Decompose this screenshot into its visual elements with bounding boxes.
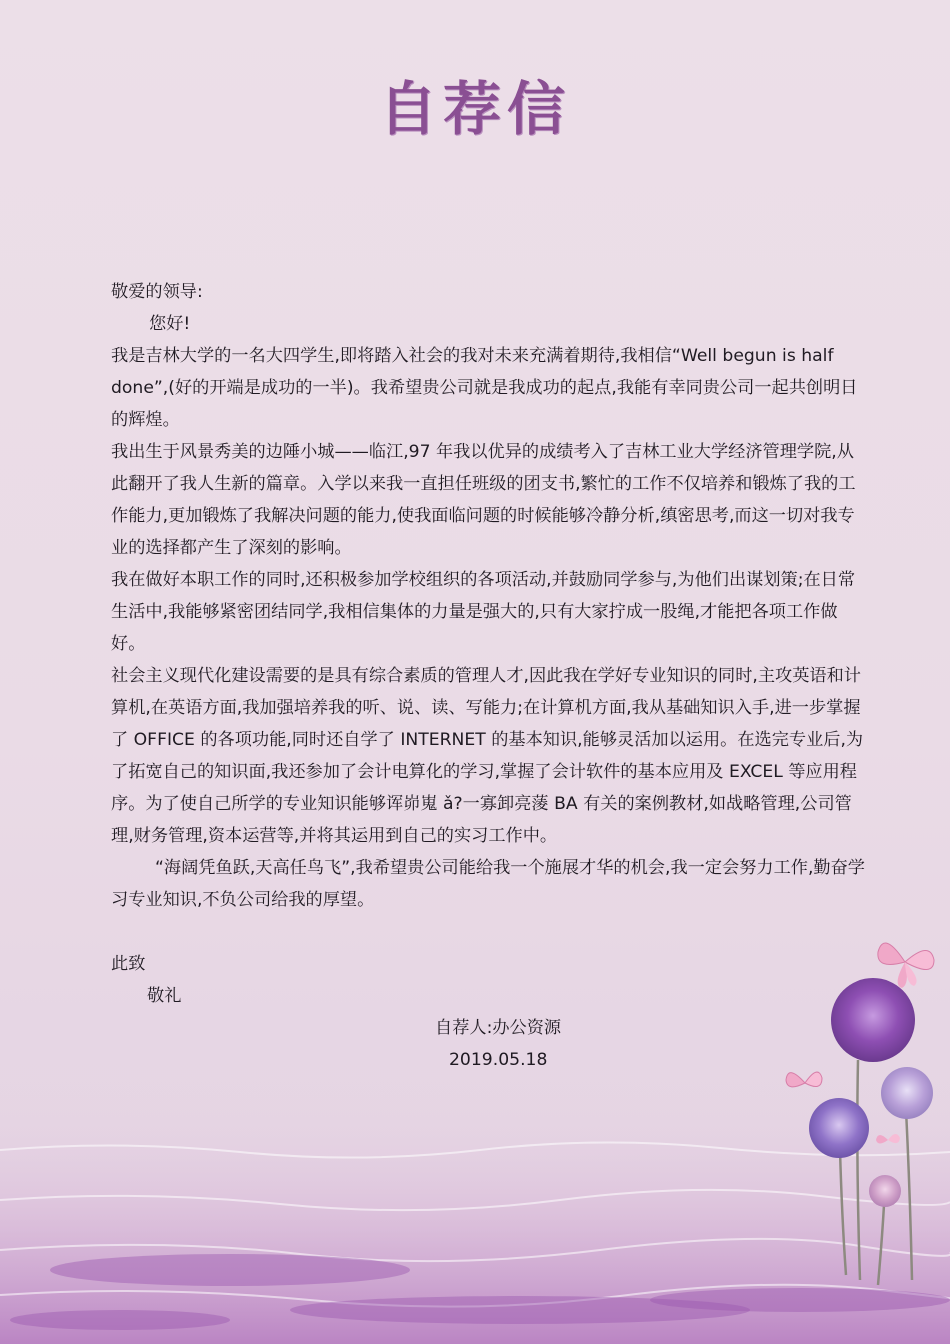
letter-date: 2019.05.18 (449, 1050, 548, 1070)
paragraph-3: 我在做好本职工作的同时,还积极参加学校组织的各项活动,并鼓励同学参与,为他们出谋划策;在日常生活中,我能够紧密团结同学,我相信集体的力量是强大的,只有大家拧成一股绳,才能把各项工作做好。 (111, 570, 856, 654)
closing: 此致 (111, 954, 146, 974)
letter-body (111, 276, 871, 1076)
spacer (111, 916, 871, 948)
hello-line: 您好! (149, 314, 191, 334)
paragraph-1: 我是吉林大学的一名大四学生,即将踏入社会的我对未来充满着期待,我相信“Well begun is half done”,(好的开端是成功的一半)。我希望贵公司就是我成功的起点,我能有幸同贵公司一起共创明日的辉煌。 (111, 346, 858, 430)
salute: 敬礼 (147, 986, 182, 1006)
paragraph-4: 社会主义现代化建设需要的是具有综合素质的管理人才,因此我在学好专业知识的同时,主攻英语和计算机,在英语方面,我加强培养我的听、说、读、写能力;在计算机方面,我从基础知识入手,进一步掌握了 OFFICE 的各项功能,同时还自学了 INTERNET 的基本知识,能够灵活加以运用。在选完专业后,为了拓宽自己的知识面,我还参加了会计电算化的学习,掌握了会计软件的基本应用及 EXCEL 等应用程序。为了使自己所学的专业知识能够诨峁嵬 ǎ?一寡卸亮蔆 BA 有关的案例教材,如战略管理,公司管理,财务管理,资本运营等,并将其运用到自己的实习工作中。 (111, 666, 864, 846)
letter-title: 自荐信 (378, 75, 571, 143)
closing-paragraph: “海阔凭鱼跃,天高任鸟飞”,我希望贵公司能给我一个施展才华的机会,我一定会努力工作,勤奋学习专业知识,不负公司给我的厚望。 (111, 858, 865, 910)
butterfly-icon (878, 943, 934, 988)
signer: 自荐人:办公资源 (435, 1018, 562, 1038)
butterfly-icon (876, 1134, 900, 1144)
greeting: 敬爱的领导: (111, 282, 203, 302)
paragraph-2: 我出生于风景秀美的边陲小城——临江,97 年我以优异的成绩考入了吉林工业大学经济管理学院,从此翻开了我人生新的篇章。入学以来我一直担任班级的团支书,繁忙的工作不仅培养和锻炼了我的工作能力,更加锻炼了我解决问题的能力,使我面临问题的时候能够冷静分析,缜密思考,而这一切对我专业的选择都产生了深刻的影响。 (111, 442, 856, 558)
